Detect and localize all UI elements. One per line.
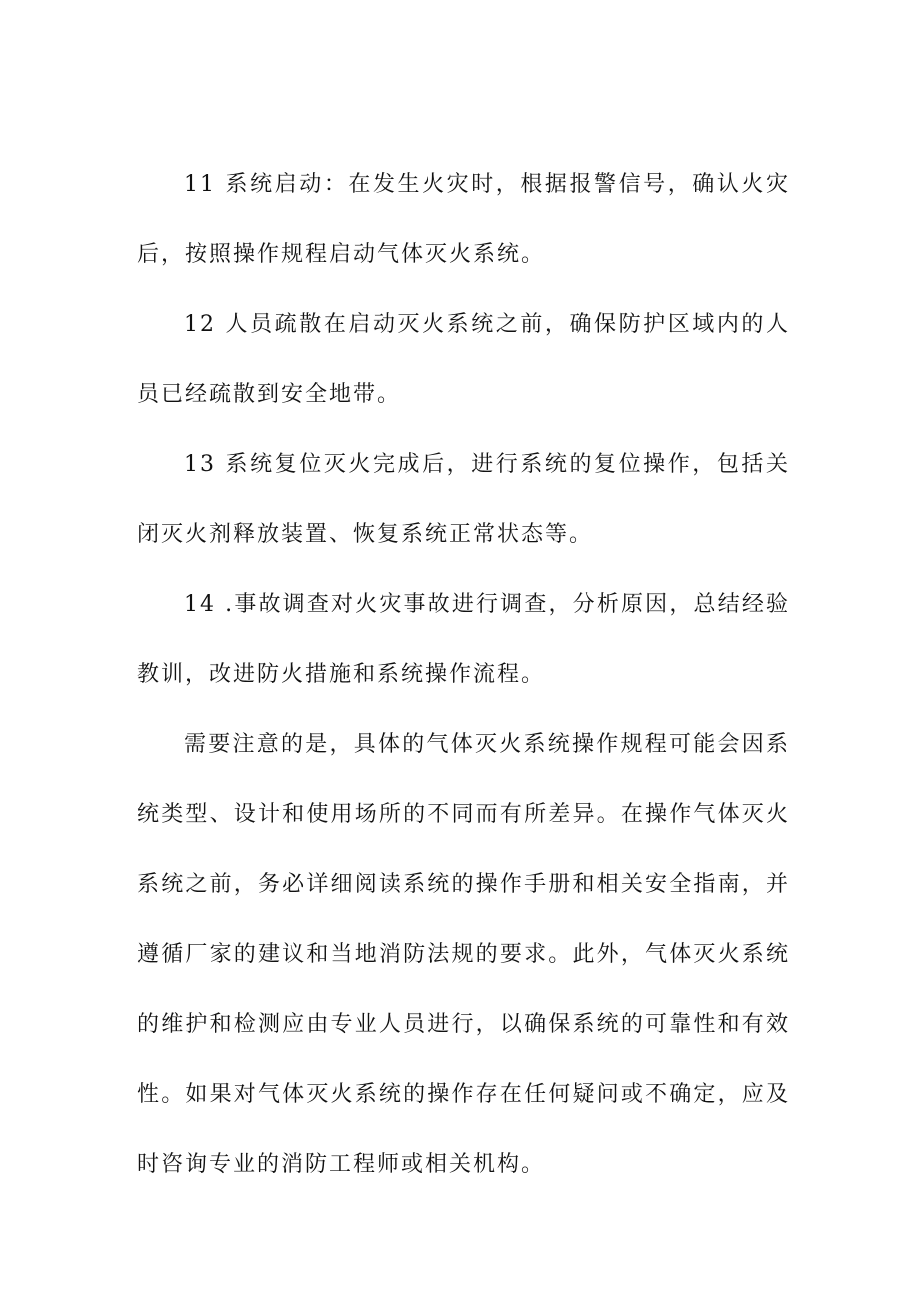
list-item-accident-investigation: 14 .事故调查对火灾事故进行调查，分析原因，总结经验教训，改进防火措施和系统操作流程。 bbox=[137, 592, 790, 687]
document-body bbox=[137, 150, 790, 1212]
list-item-system-reset: 13 系统复位灭火完成后，进行系统的复位操作，包括关闭灭火剂释放装置、恢复系统正常状态等。 bbox=[137, 452, 790, 547]
note-paragraph: 需要注意的是，具体的气体灭火系统操作规程可能会因系统类型、设计和使用场所的不同而有所差异。在操作气体灭火系统之前，务必详细阅读系统的操作手册和相关安全指南，并遵循厂家的建议和当地消防法规的要求。此外，气体灭火系统的维护和检测应由专业人员进行，以确保系统的可靠性和有效性。如果对气体灭火系统的操作存在任何疑问或不确定，应及时咨询专业的消防工程师或相关机构。 bbox=[137, 732, 790, 1177]
list-item-system-start: 11 系统启动：在发生火灾时，根据报警信号，确认火灾后，按照操作规程启动气体灭火系统。 bbox=[137, 172, 790, 267]
list-item-evacuation: 12 人员疏散在启动灭火系统之前，确保防护区域内的人员已经疏散到安全地带。 bbox=[137, 312, 790, 407]
